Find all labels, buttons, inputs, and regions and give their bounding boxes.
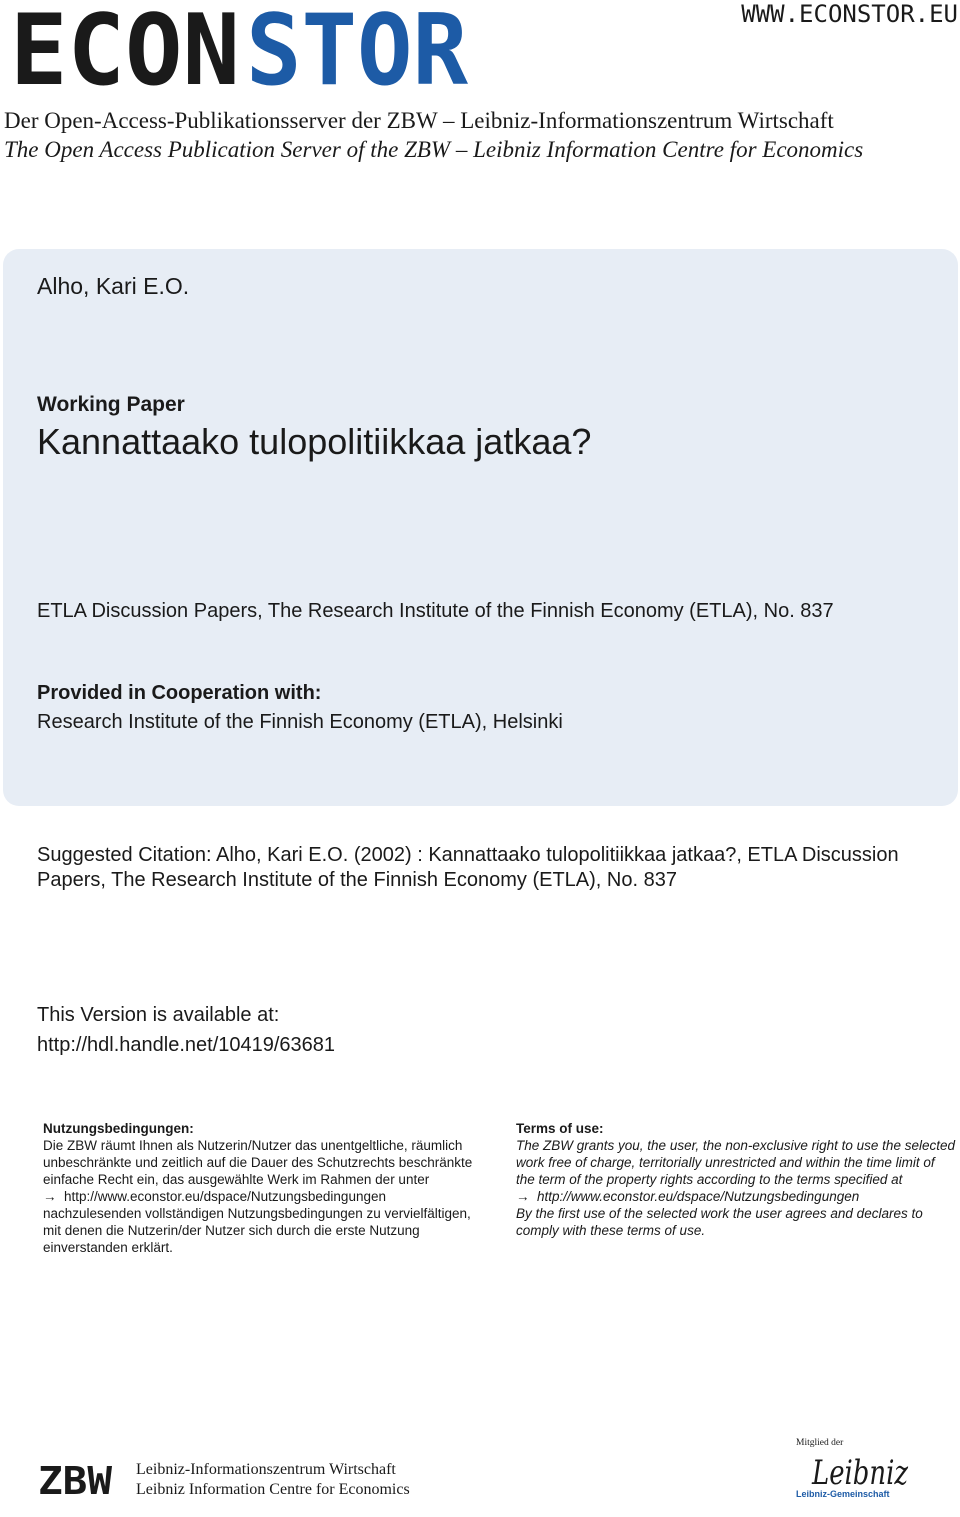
cooperation-institution: Research Institute of the Finnish Economy (ETLA), Helsinki — [37, 711, 563, 733]
econstor-logo — [10, 8, 470, 90]
series-info: ETLA Discussion Papers, The Research Institute of the Finnish Economy (ETLA), No. 837 — [37, 600, 834, 622]
document-title: Kannattaako tulopolitiikkaa jatkaa? — [37, 421, 592, 462]
terms-english-link[interactable]: http://www.econstor.eu/dspace/Nutzungsbedingungen — [537, 1189, 860, 1204]
leibniz-signature: Leibniz — [811, 1453, 909, 1493]
cooperation-heading: Provided in Cooperation with: — [37, 682, 322, 704]
suggested-citation: Suggested Citation: Alho, Kari E.O. (2002) : Kannattaako tulopolitiikkaa jatkaa?, ETLA Discussion Papers, The Research Institute of the Finnish Economy (ETLA), No. 837 — [37, 844, 899, 891]
terms-german-link[interactable]: http://www.econstor.eu/dspace/Nutzungsbedingungen — [64, 1189, 386, 1204]
tagline-english: The Open Access Publication Server of the ZBW – Leibniz Information Centre for Economics — [4, 137, 864, 162]
leibniz-org-label: Leibniz-Gemeinschaft — [796, 1489, 890, 1499]
site-url[interactable]: WWW.ECONSTOR.EU — [741, 0, 958, 28]
terms-german — [43, 1120, 483, 1256]
terms-english-outro: By the first use of the selected work the user agrees and declares to comply with these terms of use. — [516, 1206, 923, 1238]
terms-english-heading: Terms of use: — [516, 1121, 604, 1136]
footer-zbw-english: Leibniz Information Centre for Economics — [136, 1481, 410, 1498]
logo-text-stor: STOR — [246, 8, 468, 90]
zbw-logo — [38, 1464, 114, 1496]
document-type: Working Paper — [37, 393, 185, 416]
leibniz-member-label: Mitglied der — [796, 1438, 844, 1448]
availability-heading: This Version is available at: — [37, 1004, 280, 1026]
terms-english — [516, 1120, 956, 1239]
tagline-german: Der Open-Access-Publikationsserver der ZBW – Leibniz-Informationszentrum Wirtschaft — [4, 108, 834, 133]
leibniz-gemeinschaft-logo — [790, 1434, 920, 1514]
terms-german-outro: nachzulesenden vollständigen Nutzungsbedingungen zu vervielfältigen, mit denen die Nutzerin/der Nutzer sich durch die erste Nutzung einverstanden erklärt. — [43, 1206, 471, 1255]
terms-german-intro: Die ZBW räumt Ihnen als Nutzerin/Nutzer das unentgeltliche, räumlich unbeschränkte und zeitlich auf die Dauer des Schutzrechts beschränkte einfache Recht ein, das ausgewählte Werk im Rahmen der unter — [43, 1138, 473, 1187]
zbw-logo-text: ZBW — [38, 1464, 113, 1496]
logo-text-econ: ECON — [10, 8, 240, 90]
handle-link[interactable]: http://hdl.handle.net/10419/63681 — [37, 1034, 336, 1056]
footer-zbw-german: Leibniz-Informationszentrum Wirtschaft — [136, 1461, 396, 1478]
arrow-icon: → — [516, 1189, 530, 1204]
author: Alho, Kari E.O. — [37, 273, 190, 299]
terms-english-intro: The ZBW grants you, the user, the non-exclusive right to use the selected work free of charge, territorially unrestricted and within the time limit of the term of the property rights according to the terms specified at — [516, 1138, 955, 1187]
terms-german-heading: Nutzungsbedingungen: — [43, 1121, 194, 1136]
arrow-icon: → — [43, 1189, 57, 1204]
